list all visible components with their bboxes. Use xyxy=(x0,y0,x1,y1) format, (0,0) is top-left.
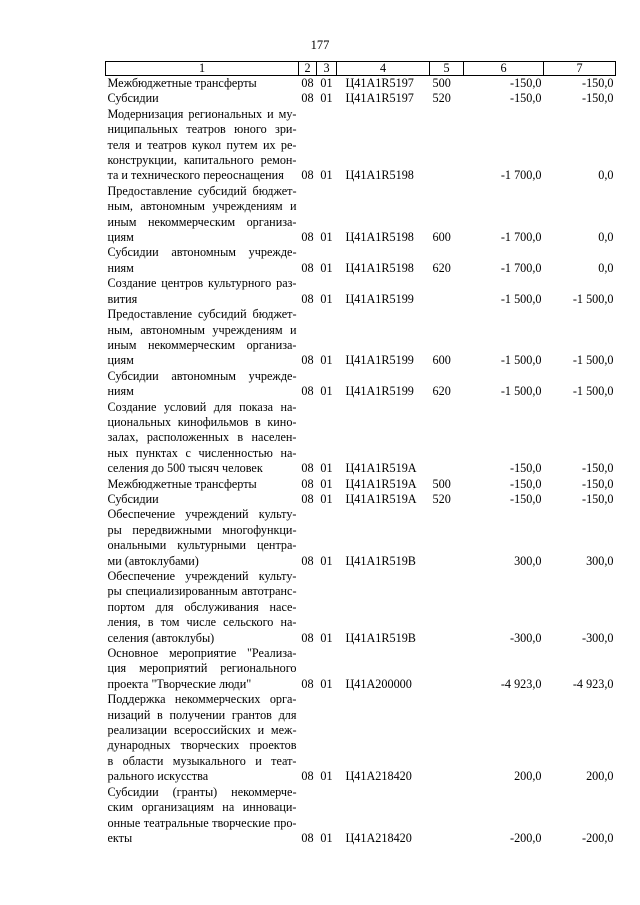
row-name-line: ция мероприятий регионального xyxy=(107,661,297,676)
expense-type-cell: 600 xyxy=(432,353,451,368)
amount-cell-2: -150,0 xyxy=(582,91,614,106)
row-name xyxy=(106,785,299,847)
subsection-cell: 01 xyxy=(320,476,333,491)
target-code-cell: Ц41А1R5197 xyxy=(345,76,414,90)
expense-type-cell: 500 xyxy=(432,476,451,491)
section-cell: 08 xyxy=(301,491,314,506)
amount-cell-2: -1 500,0 xyxy=(572,353,614,368)
expense-type-cell xyxy=(430,507,464,569)
row-name-line: Предоставление субсидий бюджет- xyxy=(107,307,297,322)
table-row xyxy=(106,276,616,307)
section-cell: 08 xyxy=(301,830,314,845)
row-name-line: Субсидии xyxy=(107,491,159,506)
amount-cell-2: -4 923,0 xyxy=(572,676,614,691)
amount-cell-1: -4 923,0 xyxy=(500,676,542,691)
row-name-line: ным, автономным учреждениям и xyxy=(107,322,297,337)
row-name-line: ональными культурными центра- xyxy=(107,538,297,553)
amount-cell-2: -200,0 xyxy=(582,830,614,845)
table-row xyxy=(106,107,616,184)
row-name xyxy=(106,107,299,184)
table-row xyxy=(106,91,616,106)
target-code-cell: Ц41А1R519А xyxy=(345,476,417,491)
amount-cell-1: -1 500,0 xyxy=(500,384,542,399)
amount-cell-1: -150,0 xyxy=(510,461,542,476)
budget-table-body xyxy=(106,62,616,847)
row-name-line: Модернизация региональных и му- xyxy=(107,106,297,121)
amount-cell-1: -150,0 xyxy=(510,91,542,106)
subsection-cell: 01 xyxy=(320,76,333,90)
column-header: 7 xyxy=(544,62,616,76)
subsection-cell: 01 xyxy=(320,491,333,506)
section-cell: 08 xyxy=(301,76,314,90)
target-code-cell: Ц41А1R519В xyxy=(345,553,416,568)
row-name-line: Субсидии xyxy=(107,91,159,106)
target-code-cell: Ц41А1R5198 xyxy=(345,168,414,183)
subsection-cell: 01 xyxy=(320,291,333,306)
amount-cell-2: -1 500,0 xyxy=(572,291,614,306)
amount-cell-1: -200,0 xyxy=(510,830,542,845)
row-name-line: Обеспечение учреждений культу- xyxy=(107,569,297,583)
target-code-cell: Ц41А1R519А xyxy=(345,491,417,506)
target-code-cell: Ц41А1R5198 xyxy=(345,230,414,245)
column-header: 4 xyxy=(337,62,430,76)
amount-cell-2: -300,0 xyxy=(582,630,614,645)
amount-cell-1: 200,0 xyxy=(514,769,542,784)
subsection-cell: 01 xyxy=(320,384,333,399)
expense-type-cell xyxy=(430,692,464,784)
row-name-line: онные театральные творческие про- xyxy=(107,815,297,830)
row-name-line: селения до 500 тысяч человек xyxy=(107,461,263,476)
row-name xyxy=(106,692,299,784)
row-name-line: вития xyxy=(107,291,138,306)
row-name-line: циям xyxy=(107,353,134,368)
page-number: 177 xyxy=(310,38,330,52)
row-name-line: реализации всероссийских и меж- xyxy=(107,723,297,738)
row-name xyxy=(106,569,299,646)
row-name-line: Субсидии автономным учрежде- xyxy=(107,368,297,383)
expense-type-cell: 520 xyxy=(432,91,451,106)
row-name-line: Поддержка некоммерческих орга- xyxy=(107,692,297,707)
row-name-line: ниям xyxy=(107,260,134,275)
target-code-cell: Ц41А1R519А xyxy=(345,461,417,476)
expense-type-cell xyxy=(430,276,464,307)
row-name-line: ми (автоклубами) xyxy=(107,553,199,568)
section-cell: 08 xyxy=(301,769,314,784)
row-name-line: ры специализированным автотранс- xyxy=(107,584,297,599)
table-row xyxy=(106,477,616,492)
row-name-line: низаций в получении грантов для xyxy=(107,707,297,722)
row-name xyxy=(106,76,299,92)
section-cell: 08 xyxy=(301,553,314,568)
amount-cell-1: -300,0 xyxy=(510,630,542,645)
row-name-line: ниям xyxy=(107,384,134,399)
row-name-line: ры передвижными многофункци- xyxy=(107,522,297,537)
row-name-line: циям xyxy=(107,230,134,245)
amount-cell-2: -1 500,0 xyxy=(572,384,614,399)
row-name-line: теля и театров кукол путем их ре- xyxy=(107,137,297,152)
row-name-line: екты xyxy=(107,830,133,845)
row-name-line: ления, в том числе сельского на- xyxy=(107,615,297,630)
row-name-line: селения (автоклубы) xyxy=(107,630,215,645)
section-cell: 08 xyxy=(301,476,314,491)
expense-type-cell: 620 xyxy=(432,260,451,275)
table-row xyxy=(106,692,616,784)
section-cell: 08 xyxy=(301,91,314,106)
row-name-line: та и технического переоснащения xyxy=(107,168,284,183)
row-name-line: циональных кинофильмов в кино- xyxy=(107,414,297,429)
amount-cell-2: -150,0 xyxy=(582,76,614,90)
section-cell: 08 xyxy=(301,291,314,306)
row-name xyxy=(106,369,299,400)
target-code-cell: Ц41А1R5199 xyxy=(345,353,414,368)
table-row xyxy=(106,76,616,92)
row-name-line: Межбюджетные трансферты xyxy=(107,76,257,90)
row-name xyxy=(106,184,299,246)
row-name xyxy=(106,492,299,507)
subsection-cell: 01 xyxy=(320,630,333,645)
amount-cell-1: -1 700,0 xyxy=(500,230,542,245)
row-name-line: Предоставление субсидий бюджет- xyxy=(107,183,297,198)
row-name-line: иным некоммерческим организа- xyxy=(107,337,297,352)
row-name-line: проекта "Творческие люди" xyxy=(107,676,252,691)
table-row xyxy=(106,646,616,692)
amount-cell-1: -150,0 xyxy=(510,491,542,506)
row-name-line: дународных творческих проектов xyxy=(107,738,297,753)
table-row xyxy=(106,492,616,507)
table-row xyxy=(106,785,616,847)
subsection-cell: 01 xyxy=(320,553,333,568)
row-name xyxy=(106,276,299,307)
row-name xyxy=(106,507,299,569)
row-name-line: конструкции, капитального ремон- xyxy=(107,153,297,168)
row-name xyxy=(106,400,299,477)
subsection-cell: 01 xyxy=(320,168,333,183)
table-row xyxy=(106,400,616,477)
row-name-line: Субсидии (гранты) некоммерче- xyxy=(107,784,297,799)
amount-cell-1: 300,0 xyxy=(514,553,542,568)
table-row xyxy=(106,569,616,646)
row-name-line: портом для обслуживания насе- xyxy=(107,599,297,614)
amount-cell-1: -1 500,0 xyxy=(500,291,542,306)
expense-type-cell xyxy=(430,400,464,477)
expense-type-cell xyxy=(430,569,464,646)
row-name-line: Создание центров культурного раз- xyxy=(107,276,297,291)
amount-cell-1: -150,0 xyxy=(510,76,542,90)
target-code-cell: Ц41А1R5198 xyxy=(345,260,414,275)
table-row xyxy=(106,507,616,569)
row-name-line: залах, расположенных в населен- xyxy=(107,430,297,445)
table-header-row xyxy=(106,62,616,76)
table-row xyxy=(106,369,616,400)
amount-cell-2: 300,0 xyxy=(586,553,614,568)
section-cell: 08 xyxy=(301,353,314,368)
amount-cell-2: -150,0 xyxy=(582,491,614,506)
row-name-line: ных пунктах с численностью на- xyxy=(107,445,297,460)
expense-type-cell: 600 xyxy=(432,230,451,245)
budget-table xyxy=(105,61,616,846)
section-cell: 08 xyxy=(301,230,314,245)
target-code-cell: Ц41А1R5199 xyxy=(345,291,414,306)
row-name-line: Субсидии автономным учрежде- xyxy=(107,245,297,260)
row-name-line: ным, автономным учреждениям и xyxy=(107,199,297,214)
amount-cell-1: -1 700,0 xyxy=(500,168,542,183)
subsection-cell: 01 xyxy=(320,91,333,106)
amount-cell-1: -1 500,0 xyxy=(500,353,542,368)
expense-type-cell xyxy=(430,646,464,692)
row-name xyxy=(106,307,299,369)
table-row xyxy=(106,184,616,246)
amount-cell-2: 0,0 xyxy=(598,260,614,275)
row-name-line: рального искусства xyxy=(107,769,209,784)
subsection-cell: 01 xyxy=(320,353,333,368)
amount-cell-2: 0,0 xyxy=(598,168,614,183)
section-cell: 08 xyxy=(301,461,314,476)
table-row xyxy=(106,307,616,369)
target-code-cell: Ц41А218420 xyxy=(345,769,412,784)
amount-cell-2: -150,0 xyxy=(582,461,614,476)
column-header: 3 xyxy=(317,62,337,76)
column-header: 2 xyxy=(299,62,317,76)
amount-cell-2: 200,0 xyxy=(586,769,614,784)
table-row xyxy=(106,245,616,276)
expense-type-cell xyxy=(430,107,464,184)
row-name-line: Обеспечение учреждений культу- xyxy=(107,507,297,522)
amount-cell-1: -150,0 xyxy=(510,476,542,491)
amount-cell-2: -150,0 xyxy=(582,476,614,491)
section-cell: 08 xyxy=(301,168,314,183)
row-name-line: ниципальных театров юного зри- xyxy=(107,122,297,137)
row-name-line: Создание условий для показа на- xyxy=(107,399,297,414)
amount-cell-1: -1 700,0 xyxy=(500,260,542,275)
target-code-cell: Ц41А1R519В xyxy=(345,630,416,645)
target-code-cell: Ц41А218420 xyxy=(345,830,412,845)
row-name xyxy=(106,646,299,692)
subsection-cell: 01 xyxy=(320,830,333,845)
row-name-line: Основное мероприятие "Реализа- xyxy=(107,646,297,661)
column-header: 1 xyxy=(106,62,299,76)
section-cell: 08 xyxy=(301,630,314,645)
subsection-cell: 01 xyxy=(320,260,333,275)
section-cell: 08 xyxy=(301,676,314,691)
column-header: 6 xyxy=(464,62,544,76)
amount-cell-2: 0,0 xyxy=(598,230,614,245)
row-name xyxy=(106,245,299,276)
expense-type-cell: 520 xyxy=(432,491,451,506)
target-code-cell: Ц41А1R5199 xyxy=(345,384,414,399)
subsection-cell: 01 xyxy=(320,769,333,784)
row-name xyxy=(106,91,299,106)
row-name-line: в области музыкального и теат- xyxy=(107,753,297,768)
column-header: 5 xyxy=(430,62,464,76)
expense-type-cell xyxy=(430,785,464,847)
row-name xyxy=(106,477,299,492)
section-cell: 08 xyxy=(301,384,314,399)
row-name-line: Межбюджетные трансферты xyxy=(107,476,257,491)
section-cell: 08 xyxy=(301,260,314,275)
expense-type-cell: 620 xyxy=(432,384,451,399)
target-code-cell: Ц41А1R5197 xyxy=(345,91,414,106)
expense-type-cell: 500 xyxy=(432,76,451,90)
row-name-line: ским организациям на инноваци- xyxy=(107,800,297,815)
subsection-cell: 01 xyxy=(320,461,333,476)
target-code-cell: Ц41А200000 xyxy=(345,676,412,691)
row-name-line: иным некоммерческим организа- xyxy=(107,214,297,229)
subsection-cell: 01 xyxy=(320,676,333,691)
subsection-cell: 01 xyxy=(320,230,333,245)
